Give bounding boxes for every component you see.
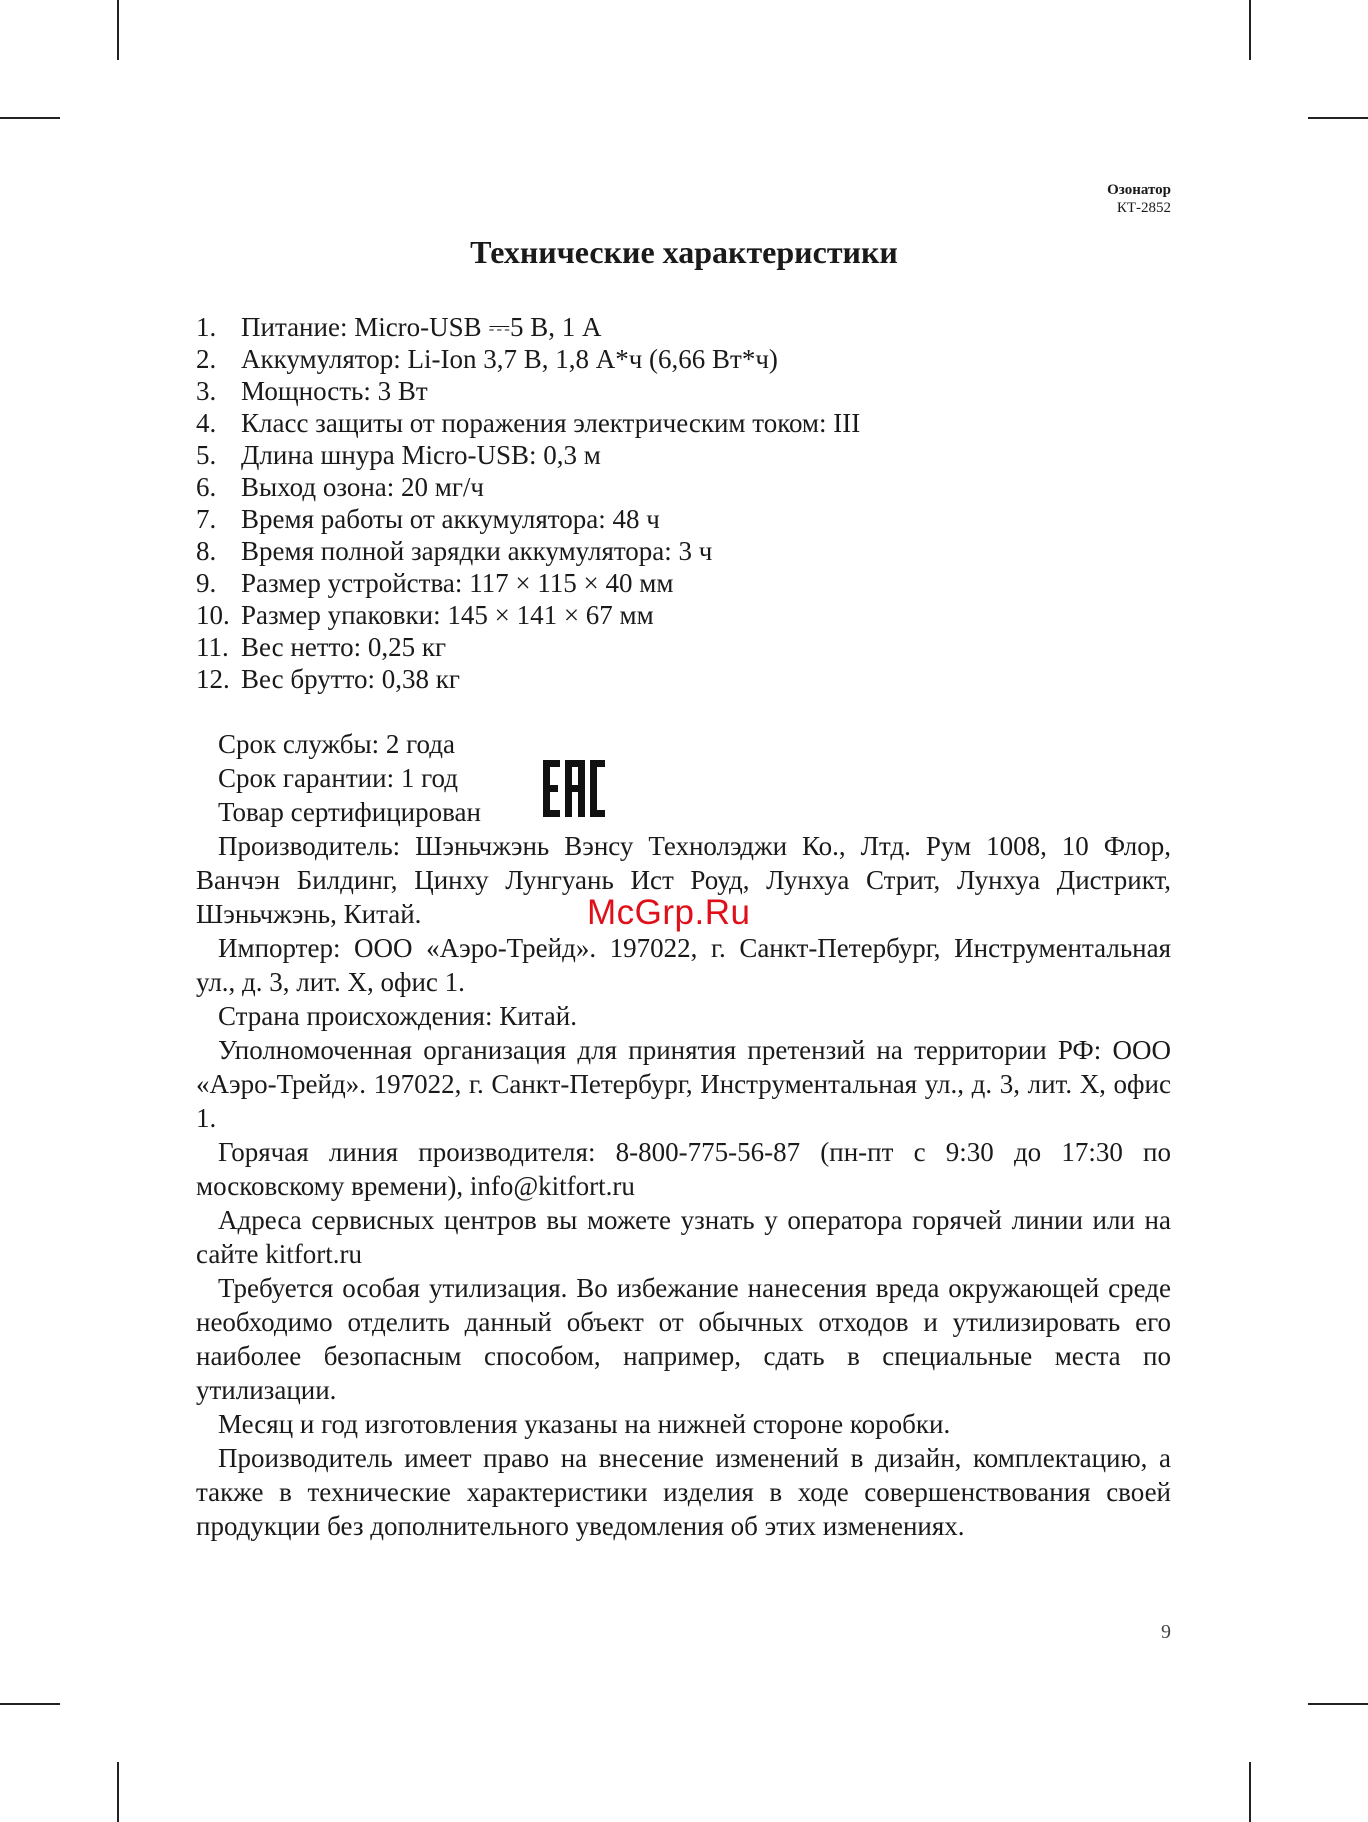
spec-number: 9.	[196, 568, 217, 598]
spec-number: 10.	[196, 600, 230, 630]
watermark: McGrp.Ru	[587, 893, 751, 932]
country-of-origin: Страна происхождения: Китай.	[218, 1001, 577, 1031]
spec-text: Вес брутто: 0,38 кг	[241, 664, 460, 694]
service-centers-info: Адреса сервисных центров вы можете узнать у оператора горячей линии или на сайте kitfort.ru	[196, 1205, 1171, 1269]
spec-number: 5.	[196, 440, 217, 470]
spec-item	[196, 599, 860, 631]
spec-text: Класс защиты от поражения электрическим током: III	[241, 408, 861, 438]
spec-item	[196, 311, 860, 343]
spec-text: Вес нетто: 0,25 кг	[241, 632, 447, 662]
crop-mark	[1308, 1703, 1368, 1705]
spec-item	[196, 663, 860, 695]
product-model: КТ-2852	[1116, 200, 1171, 216]
spec-text: Выход озона: 20 мг/ч	[241, 472, 485, 502]
spec-item	[196, 535, 860, 567]
crop-mark	[1249, 1762, 1251, 1822]
spec-number: 2.	[196, 344, 217, 374]
spec-item	[196, 567, 860, 599]
spec-item	[196, 439, 860, 471]
spec-text: Аккумулятор: Li-Ion 3,7 В, 1,8 А*ч (6,66 Вт*ч)	[241, 344, 778, 374]
spec-item	[196, 503, 860, 535]
spec-list	[196, 311, 860, 695]
hotline-info: Горячая линия производителя: 8-800-775-56-87 (пн-пт с 9:30 до 17:30 по московскому времени), info@kitfort.ru	[196, 1137, 1171, 1201]
spec-number: 7.	[196, 504, 217, 534]
spec-number: 8.	[196, 536, 217, 566]
spec-number: 11.	[196, 632, 229, 662]
page-header	[1107, 181, 1171, 217]
spec-number: 12.	[196, 664, 230, 694]
spec-text: Длина шнура Micro-USB: 0,3 м	[241, 440, 601, 470]
spec-number: 4.	[196, 408, 217, 438]
spec-number: 6.	[196, 472, 217, 502]
spec-item	[196, 407, 860, 439]
spec-text: Размер устройства: 117 × 115 × 40 мм	[241, 568, 674, 598]
info-section	[196, 727, 1171, 1543]
spec-text: Время полной зарядки аккумулятора: 3 ч	[241, 536, 713, 566]
spec-item	[196, 471, 860, 503]
spec-text: Размер упаковки: 145 × 141 × 67 мм	[241, 600, 654, 630]
crop-mark	[117, 0, 119, 60]
warranty-period: Срок гарантии: 1 год	[218, 763, 458, 793]
spec-item	[196, 375, 860, 407]
manufacture-date-info: Месяц и год изготовления указаны на нижней стороне коробки.	[218, 1409, 951, 1439]
spec-number: 3.	[196, 376, 217, 406]
service-life: Срок службы: 2 года	[218, 729, 456, 759]
page-title: Технические характеристики	[470, 234, 898, 270]
spec-text: Время работы от аккумулятора: 48 ч	[241, 504, 660, 534]
product-name: Озонатор	[1107, 182, 1171, 198]
design-changes-notice: Производитель имеет право на внесение изменений в дизайн, комплектацию, а также в технические характеристики изделия в ходе совершенствования своей продукции без дополнительного уведомления об этих изменениях.	[196, 1443, 1171, 1541]
crop-mark	[1308, 117, 1368, 119]
crop-mark	[1249, 0, 1251, 60]
spec-item	[196, 631, 860, 663]
spec-text: Питание: Micro-USB ⎓5 В, 1 А	[241, 312, 602, 342]
crop-mark	[0, 1703, 60, 1705]
manufacturer-info: Производитель: Шэньчжэнь Вэнсу Технолэджи Ко., Лтд. Рум 1008, 10 Флор, Ванчэн Билдинг, Цинху Лунгуань Ист Роуд, Лунхуа Стрит, Лунхуа Дистрикт, Шэньчжэнь, Китай.	[196, 831, 1171, 929]
eac-logo-icon	[543, 760, 605, 817]
spec-text: Мощность: 3 Вт	[241, 376, 428, 406]
importer-info: Импортер: ООО «Аэро-Трейд». 197022, г. Санкт-Петербург, Инструментальная ул., д. 3, лит. Х, офис 1.	[196, 933, 1171, 997]
page-number: 9	[1161, 1621, 1171, 1643]
crop-mark	[117, 1762, 119, 1822]
disposal-info: Требуется особая утилизация. Во избежание нанесения вреда окружающей среде необходимо отделить данный объект от обычных отходов и утилизировать его наиболее безопасным способом, например, сдать в специальные места по утилизации.	[196, 1273, 1171, 1405]
crop-mark	[0, 117, 60, 119]
spec-number: 1.	[196, 312, 217, 342]
spec-item	[196, 343, 860, 375]
authorized-organization: Уполномоченная организация для принятия претензий на территории РФ: ООО «Аэро-Трейд». 197022, г. Санкт-Петербург, Инструментальная ул., д. 3, лит. Х, офис 1.	[196, 1035, 1171, 1133]
certification-note: Товар сертифицирован	[218, 797, 481, 827]
